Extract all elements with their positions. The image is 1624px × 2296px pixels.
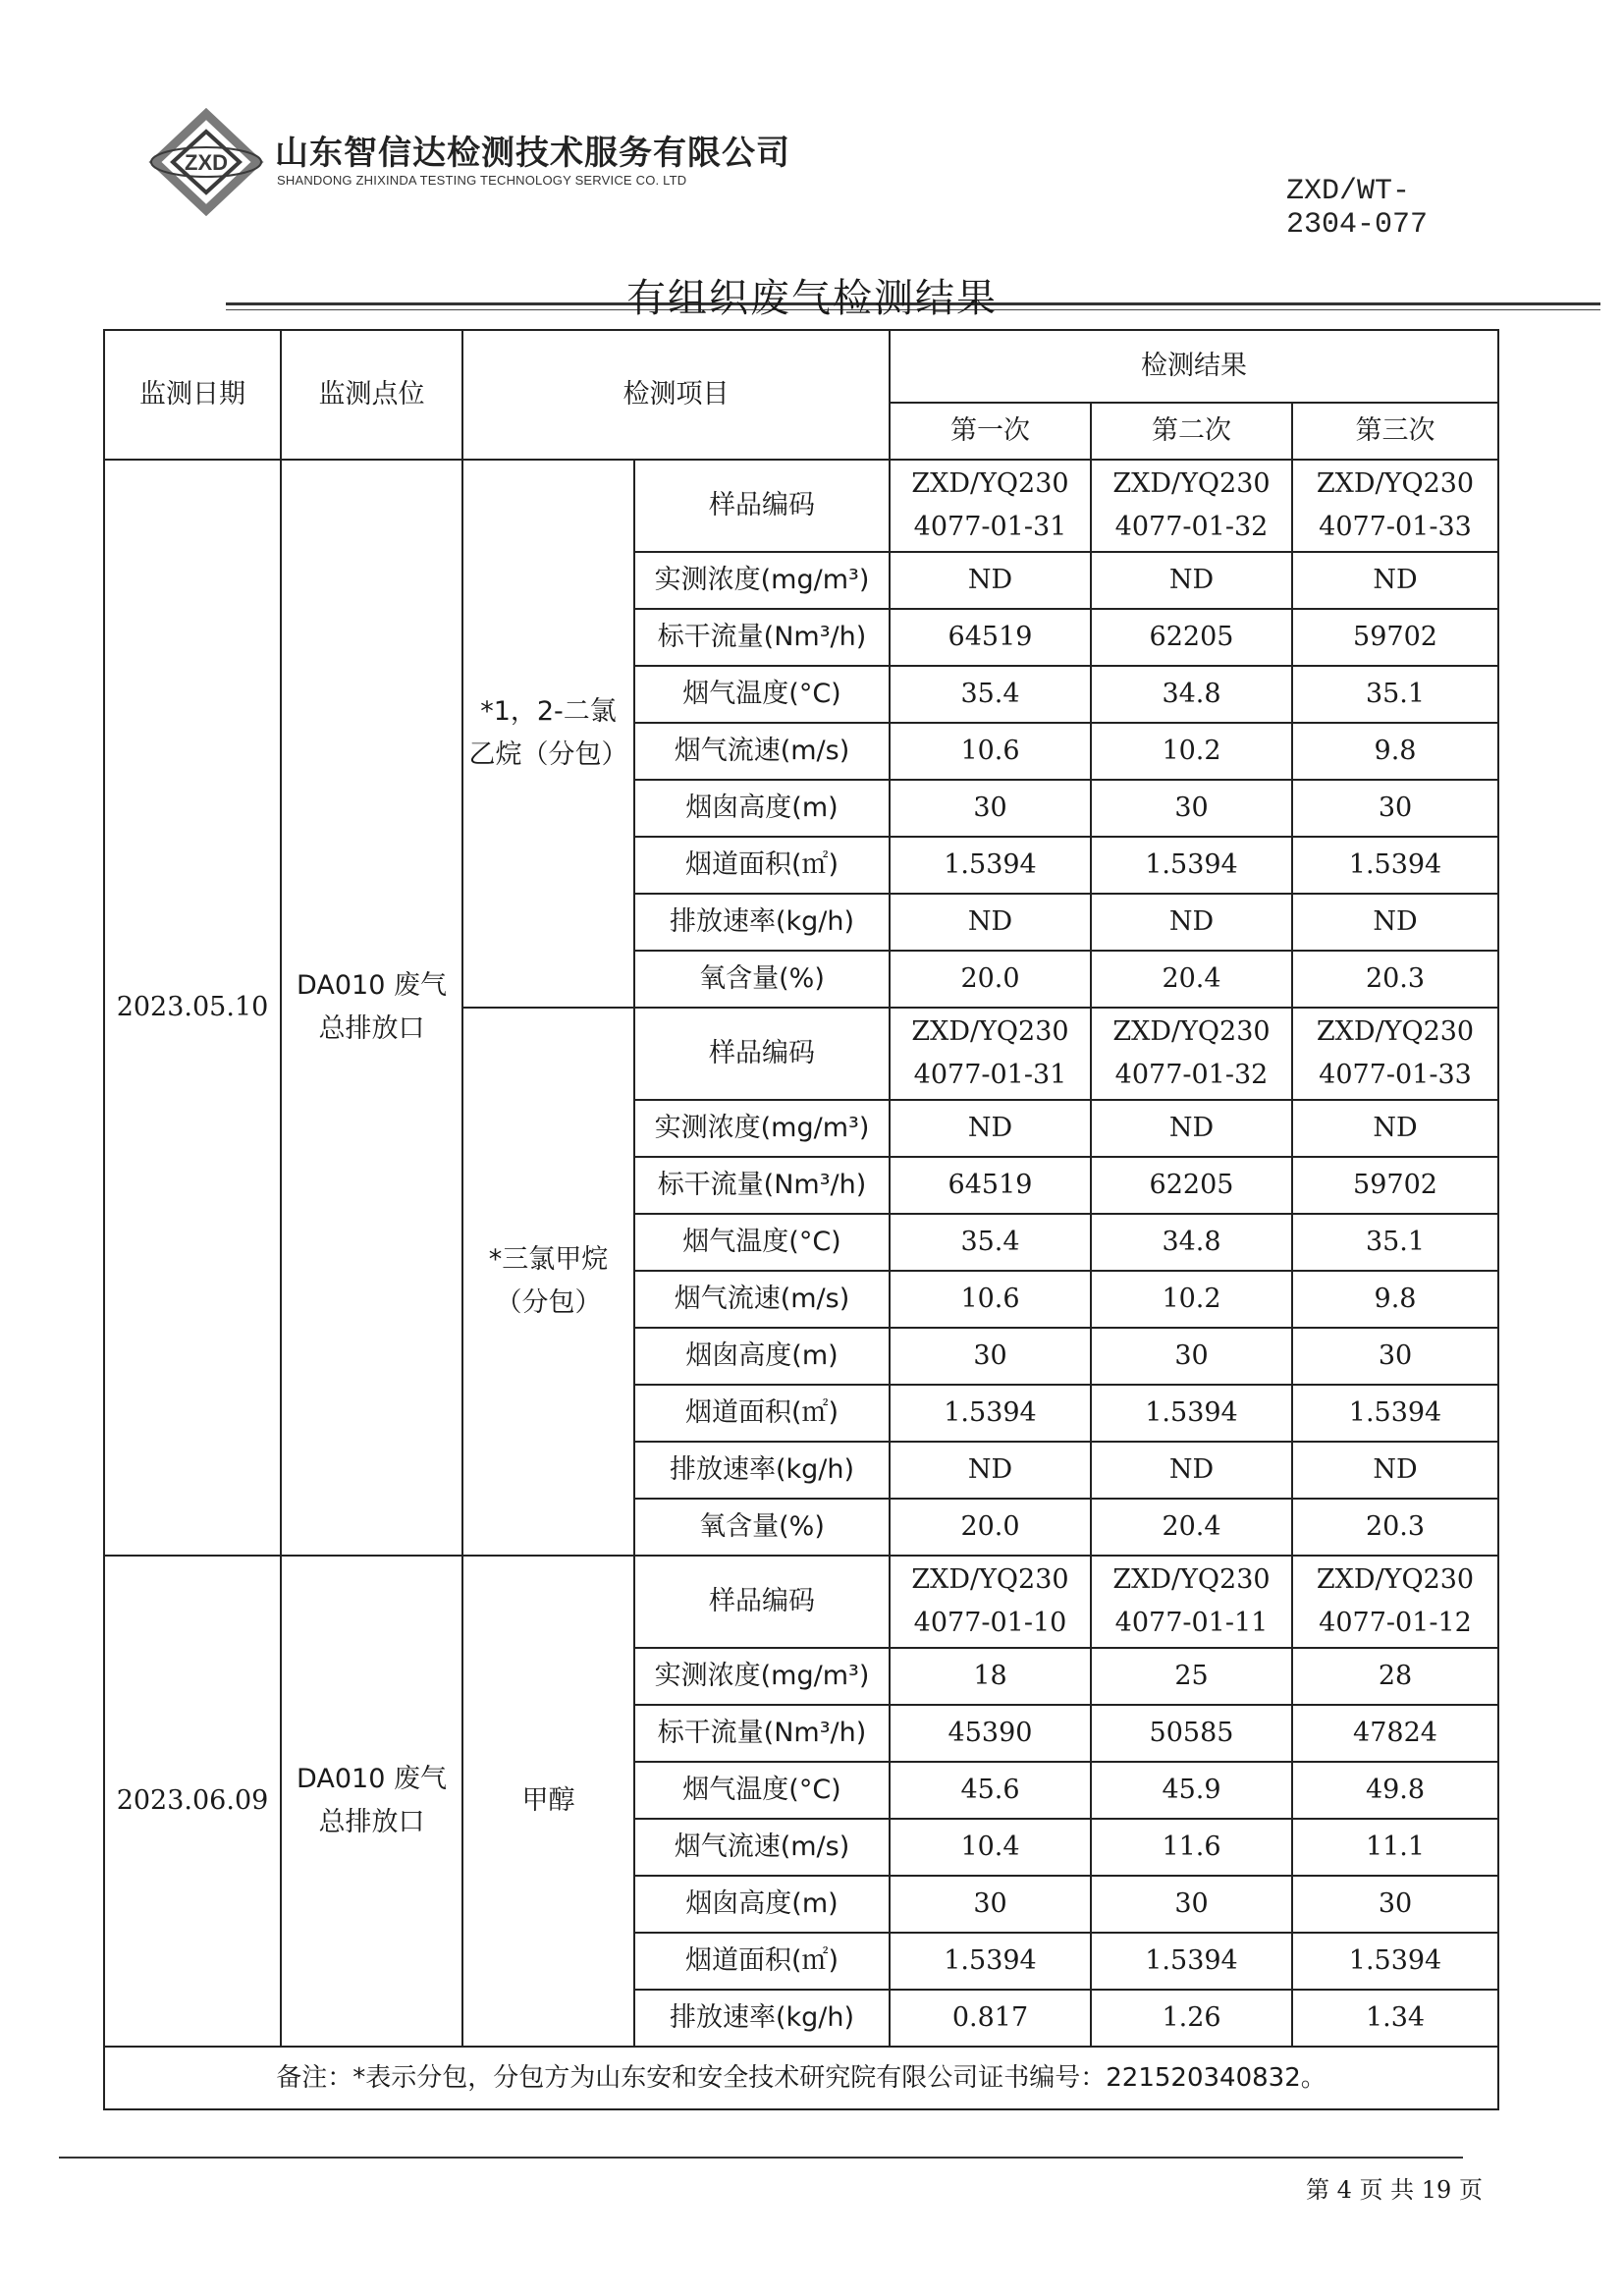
result-value: 1.5394 bbox=[1091, 837, 1292, 894]
result-value: 30 bbox=[1091, 1876, 1292, 1933]
report-header bbox=[147, 108, 1473, 242]
result-value: 10.2 bbox=[1091, 723, 1292, 780]
result-value: 1.26 bbox=[1091, 1990, 1292, 2047]
result-value: 9.8 bbox=[1292, 723, 1498, 780]
header-location: 监测点位 bbox=[281, 330, 462, 460]
result-value: 30 bbox=[1091, 780, 1292, 837]
result-value: 35.1 bbox=[1292, 1214, 1498, 1271]
result-value: 20.3 bbox=[1292, 1499, 1498, 1556]
cell-line: 总排放口 bbox=[318, 1807, 425, 1837]
cell-line: ZXD/YQ230 bbox=[1112, 468, 1271, 499]
parameter-name: 实测浓度(mg/m³) bbox=[634, 1648, 890, 1705]
parameter-name: 实测浓度(mg/m³) bbox=[634, 552, 890, 609]
test-item bbox=[462, 1556, 634, 2047]
company-name-en: SHANDONG ZHIXINDA TESTING TECHNOLOGY SERVICE CO. LTD bbox=[277, 173, 687, 188]
result-value: ND bbox=[1091, 1100, 1292, 1157]
result-value: 30 bbox=[1292, 1328, 1498, 1385]
result-value: 35.4 bbox=[890, 666, 1091, 723]
header-date: 监测日期 bbox=[104, 330, 281, 460]
cell-line: ZXD/YQ230 bbox=[911, 1016, 1069, 1047]
parameter-name: 标干流量(Nm³/h) bbox=[634, 609, 890, 666]
parameter-name: 烟囱高度(m) bbox=[634, 780, 890, 837]
footer-divider bbox=[59, 2157, 1463, 2159]
result-value: 11.1 bbox=[1292, 1819, 1498, 1876]
result-value: 35.1 bbox=[1292, 666, 1498, 723]
parameter-name: 烟囱高度(m) bbox=[634, 1328, 890, 1385]
parameter-name: 烟道面积(㎡) bbox=[634, 1933, 890, 1990]
result-value: 10.6 bbox=[890, 1271, 1091, 1328]
cell-line: 4077-01-33 bbox=[1319, 1060, 1472, 1090]
parameter-name: 烟气流速(m/s) bbox=[634, 1271, 890, 1328]
cell-line: 4077-01-33 bbox=[1319, 512, 1472, 542]
cell-line: ZXD/YQ230 bbox=[1112, 1564, 1271, 1595]
document-number: ZXD/WT-2304-077 bbox=[1286, 175, 1429, 242]
company-logo bbox=[147, 108, 265, 216]
parameter-name: 烟气流速(m/s) bbox=[634, 723, 890, 780]
cell-line: ZXD/YQ230 bbox=[911, 468, 1069, 499]
parameter-name: 样品编码 bbox=[634, 460, 890, 552]
monitoring-location bbox=[281, 460, 462, 1556]
parameter-name: 烟囱高度(m) bbox=[634, 1876, 890, 1933]
parameter-name: 烟道面积(㎡) bbox=[634, 1385, 890, 1442]
result-value: 35.4 bbox=[890, 1214, 1091, 1271]
monitoring-location bbox=[281, 1556, 462, 2047]
result-value: ND bbox=[890, 1442, 1091, 1499]
header-results: 检测结果 bbox=[890, 330, 1498, 403]
parameter-name: 烟道面积(㎡) bbox=[634, 837, 890, 894]
result-value bbox=[1091, 460, 1292, 552]
cell-line: 4077-01-12 bbox=[1319, 1608, 1472, 1638]
test-item bbox=[462, 460, 634, 1008]
parameter-name: 氧含量(%) bbox=[634, 951, 890, 1008]
cell-line: ZXD/YQ230 bbox=[1112, 1016, 1271, 1047]
result-value: 10.2 bbox=[1091, 1271, 1292, 1328]
cell-line: ZXD/YQ230 bbox=[1316, 1016, 1475, 1047]
cell-line: 4077-01-31 bbox=[913, 512, 1067, 542]
parameter-name: 标干流量(Nm³/h) bbox=[634, 1705, 890, 1762]
result-value: 18 bbox=[890, 1648, 1091, 1705]
page-title: 有组织废气检测结果 bbox=[626, 276, 998, 321]
result-value: ND bbox=[890, 552, 1091, 609]
monitoring-date: 2023.06.09 bbox=[104, 1556, 281, 2047]
result-value: 30 bbox=[890, 780, 1091, 837]
result-value: ND bbox=[890, 1100, 1091, 1157]
result-value: ND bbox=[1091, 1442, 1292, 1499]
cell-line: 4077-01-32 bbox=[1114, 512, 1269, 542]
parameter-name: 样品编码 bbox=[634, 1556, 890, 1648]
result-value: 64519 bbox=[890, 609, 1091, 666]
parameter-name: 氧含量(%) bbox=[634, 1499, 890, 1556]
parameter-name: 烟气流速(m/s) bbox=[634, 1819, 890, 1876]
test-item bbox=[462, 1008, 634, 1556]
result-value: 1.5394 bbox=[1091, 1385, 1292, 1442]
result-value: 11.6 bbox=[1091, 1819, 1292, 1876]
cell-line: 甲醇 bbox=[521, 1785, 575, 1816]
result-value: 34.8 bbox=[1091, 1214, 1292, 1271]
result-value bbox=[1091, 1556, 1292, 1648]
cell-line: （分包） bbox=[495, 1287, 602, 1318]
cell-line: 4077-01-31 bbox=[913, 1060, 1067, 1090]
result-value: 45.6 bbox=[890, 1762, 1091, 1819]
result-value: 45390 bbox=[890, 1705, 1091, 1762]
cell-line: 总排放口 bbox=[318, 1013, 425, 1044]
cell-line: ZXD/YQ230 bbox=[1316, 468, 1475, 499]
result-value: 10.4 bbox=[890, 1819, 1091, 1876]
result-value: 30 bbox=[890, 1328, 1091, 1385]
cell-line: 4077-01-10 bbox=[913, 1608, 1067, 1638]
result-value: 1.5394 bbox=[1292, 1933, 1498, 1990]
result-value: 10.6 bbox=[890, 723, 1091, 780]
result-value: 20.0 bbox=[890, 1499, 1091, 1556]
result-value: 9.8 bbox=[1292, 1271, 1498, 1328]
result-value: ND bbox=[1292, 1100, 1498, 1157]
result-value: 1.5394 bbox=[1292, 837, 1498, 894]
remarks-note: 备注：*表示分包，分包方为山东安和安全技术研究院有限公司证书编号：221520340832。 bbox=[104, 2047, 1498, 2109]
result-value: 30 bbox=[890, 1876, 1091, 1933]
cell-line: *1，2-二氯 bbox=[480, 696, 617, 727]
parameter-name: 样品编码 bbox=[634, 1008, 890, 1100]
result-value bbox=[1091, 1008, 1292, 1100]
result-value: ND bbox=[1292, 1442, 1498, 1499]
result-value: 62205 bbox=[1091, 609, 1292, 666]
table-row bbox=[104, 460, 1498, 552]
cell-line: 4077-01-32 bbox=[1114, 1060, 1269, 1090]
cell-line: 4077-01-11 bbox=[1114, 1608, 1269, 1638]
result-value: 47824 bbox=[1292, 1705, 1498, 1762]
result-value: 59702 bbox=[1292, 1157, 1498, 1214]
result-value: 1.34 bbox=[1292, 1990, 1498, 2047]
result-value: 34.8 bbox=[1091, 666, 1292, 723]
result-value: 20.3 bbox=[1292, 951, 1498, 1008]
result-value: ND bbox=[1292, 552, 1498, 609]
cell-line: ZXD/YQ230 bbox=[911, 1564, 1069, 1595]
header-first: 第一次 bbox=[890, 403, 1091, 460]
result-value: 49.8 bbox=[1292, 1762, 1498, 1819]
result-value: 1.5394 bbox=[1091, 1933, 1292, 1990]
result-value: 30 bbox=[1091, 1328, 1292, 1385]
parameter-name: 排放速率(kg/h) bbox=[634, 1990, 890, 2047]
result-value: 50585 bbox=[1091, 1705, 1292, 1762]
result-value bbox=[1292, 1008, 1498, 1100]
result-value: 20.4 bbox=[1091, 951, 1292, 1008]
result-value: 1.5394 bbox=[890, 1385, 1091, 1442]
result-value: 1.5394 bbox=[890, 837, 1091, 894]
result-value: 62205 bbox=[1091, 1157, 1292, 1214]
note-row bbox=[104, 2047, 1498, 2109]
company-name-cn: 山东智信达检测技术服务有限公司 bbox=[275, 134, 790, 173]
parameter-name: 排放速率(kg/h) bbox=[634, 894, 890, 951]
parameter-name: 烟气温度(°C) bbox=[634, 1762, 890, 1819]
table-row bbox=[104, 1556, 1498, 1648]
header-third: 第三次 bbox=[1292, 403, 1498, 460]
monitoring-date: 2023.05.10 bbox=[104, 460, 281, 1556]
result-value: 64519 bbox=[890, 1157, 1091, 1214]
result-value: 0.817 bbox=[890, 1990, 1091, 2047]
result-value: 1.5394 bbox=[890, 1933, 1091, 1990]
result-value: 30 bbox=[1292, 1876, 1498, 1933]
result-value: ND bbox=[1292, 894, 1498, 951]
results-table bbox=[103, 329, 1499, 2110]
cell-line: DA010 废气 bbox=[297, 1764, 447, 1794]
result-value: 20.4 bbox=[1091, 1499, 1292, 1556]
parameter-name: 标干流量(Nm³/h) bbox=[634, 1157, 890, 1214]
parameter-name: 实测浓度(mg/m³) bbox=[634, 1100, 890, 1157]
result-value bbox=[1292, 1556, 1498, 1648]
parameter-name: 排放速率(kg/h) bbox=[634, 1442, 890, 1499]
page-number: 第 4 页 共 19 页 bbox=[1306, 2176, 1483, 2204]
parameter-name: 烟气温度(°C) bbox=[634, 666, 890, 723]
parameter-name: 烟气温度(°C) bbox=[634, 1214, 890, 1271]
result-value: 25 bbox=[1091, 1648, 1292, 1705]
result-value bbox=[890, 460, 1091, 552]
result-value bbox=[890, 1556, 1091, 1648]
result-value: 45.9 bbox=[1091, 1762, 1292, 1819]
result-value: ND bbox=[890, 894, 1091, 951]
result-value: ND bbox=[1091, 552, 1292, 609]
result-value: 30 bbox=[1292, 780, 1498, 837]
result-value: ND bbox=[1091, 894, 1292, 951]
cell-line: 乙烷（分包） bbox=[468, 739, 628, 770]
header-second: 第二次 bbox=[1091, 403, 1292, 460]
cell-line: *三氯甲烷 bbox=[488, 1244, 609, 1275]
result-value bbox=[890, 1008, 1091, 1100]
result-value: 28 bbox=[1292, 1648, 1498, 1705]
logo-text: ZXD bbox=[185, 150, 228, 175]
cell-line: DA010 废气 bbox=[297, 970, 447, 1001]
result-value: 1.5394 bbox=[1292, 1385, 1498, 1442]
result-value: 59702 bbox=[1292, 609, 1498, 666]
result-value bbox=[1292, 460, 1498, 552]
cell-line: ZXD/YQ230 bbox=[1316, 1564, 1475, 1595]
header-item: 检测项目 bbox=[462, 330, 890, 460]
result-value: 20.0 bbox=[890, 951, 1091, 1008]
